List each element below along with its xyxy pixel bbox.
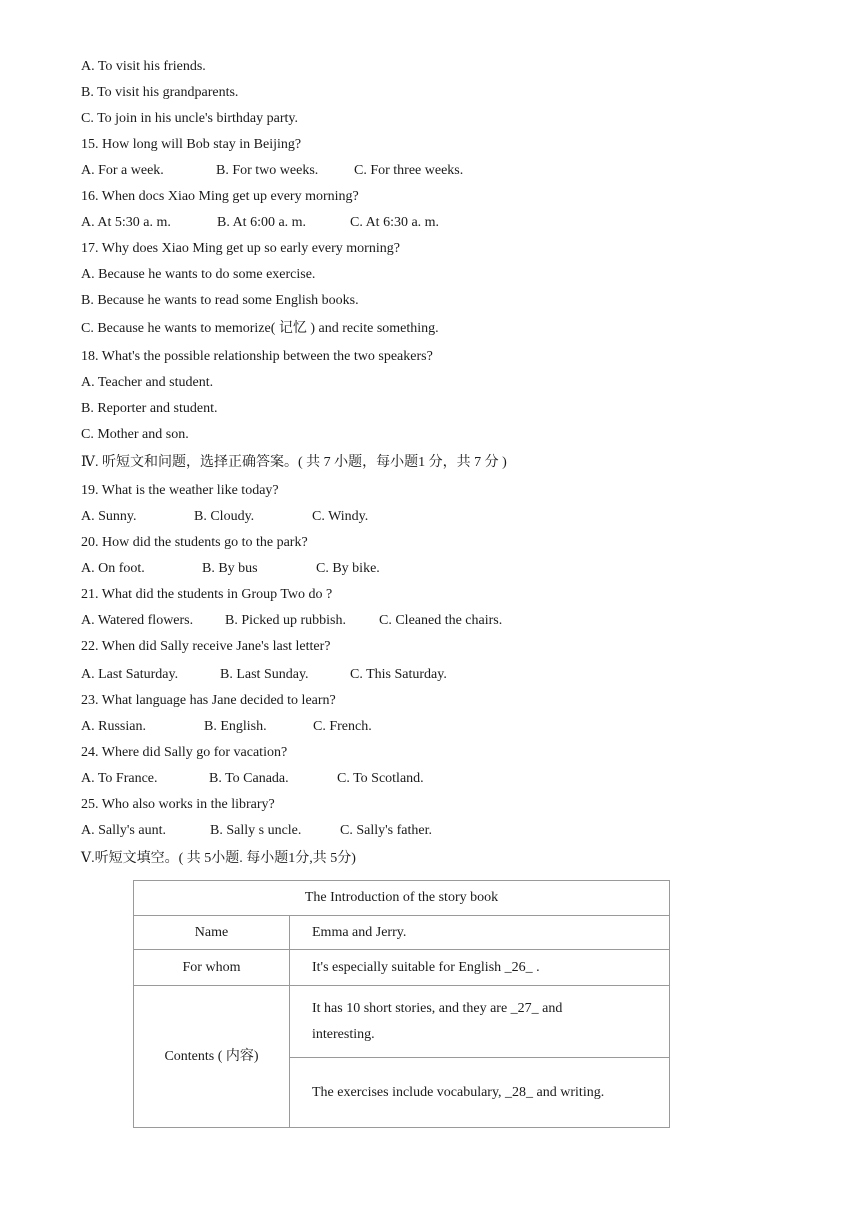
option-c: C. Sally's father.: [340, 823, 432, 838]
question-16: 16. When docs Xiao Ming get up every morning?: [81, 189, 359, 204]
option-a: A. For a week.: [81, 163, 164, 178]
option-c: C. French.: [313, 719, 372, 734]
question-21: 21. What did the students in Group Two do ?: [81, 587, 333, 602]
option-line: C. Mother and son.: [81, 427, 189, 442]
table-caption-row: [134, 881, 670, 916]
option-c: C. Windy.: [312, 509, 369, 524]
option-c: C. At 6:30 a. m.: [350, 215, 440, 230]
option-a: A. To France.: [81, 771, 158, 786]
option-c: C. This Saturday.: [350, 667, 447, 682]
row-header: Name: [134, 916, 290, 950]
options-row: [81, 822, 432, 840]
options-row: [81, 612, 502, 630]
option-line: A. To visit his friends.: [81, 59, 206, 74]
row-value: It's especially suitable for English _26_ .: [290, 950, 670, 986]
table-row: [134, 950, 670, 986]
option-c: C. To Scotland.: [337, 771, 424, 786]
row-header: For whom: [134, 950, 290, 986]
table-row: [134, 916, 670, 950]
option-line: B. Because he wants to read some English books.: [81, 293, 359, 308]
options-row: [81, 718, 372, 736]
question-15: 15. How long will Bob stay in Beijing?: [81, 137, 302, 152]
option-a: A. On foot.: [81, 561, 145, 576]
question-23: 23. What language has Jane decided to learn?: [81, 693, 336, 708]
option-c: C. Cleaned the chairs.: [379, 613, 503, 628]
question-19: 19. What is the weather like today?: [81, 483, 279, 498]
options-row: [81, 162, 463, 180]
option-line: A. Teacher and student.: [81, 375, 214, 390]
question-22: 22. When did Sally receive Jane's last letter?: [81, 639, 331, 654]
option-line: C. To join in his uncle's birthday party.: [81, 111, 298, 126]
options-row: [81, 214, 439, 232]
question-20: 20. How did the students go to the park?: [81, 535, 308, 550]
option-line: B. To visit his grandparents.: [81, 85, 239, 100]
option-a: A. Sunny.: [81, 509, 137, 524]
row-value: The exercises include vocabulary, _28_ and writing.: [290, 1058, 670, 1128]
option-line: A. Because he wants to do some exercise.: [81, 267, 316, 282]
options-row: [81, 560, 380, 578]
story-book-table: [133, 880, 670, 1128]
options-row: [81, 770, 424, 788]
option-b: B. By bus: [202, 561, 258, 576]
option-b: B. For two weeks.: [216, 163, 319, 178]
option-b: B. Picked up rubbish.: [225, 613, 346, 628]
table-caption: The Introduction of the story book: [134, 881, 670, 916]
option-b: B. Cloudy.: [194, 509, 255, 524]
row-header: Contents ( 内容): [134, 986, 290, 1128]
question-17: 17. Why does Xiao Ming get up so early every morning?: [81, 241, 400, 256]
question-18: 18. What's the possible relationship between the two speakers?: [81, 349, 433, 364]
section-heading-5: Ⅴ.听短文填空。( 共 5小题. 每小题1分,共 5分): [81, 851, 356, 866]
option-line: C. Because he wants to memorize( 记忆 ) and recite something.: [81, 321, 439, 336]
question-25: 25. Who also works in the library?: [81, 797, 275, 812]
option-c: C. For three weeks.: [354, 163, 464, 178]
option-b: B. To Canada.: [209, 771, 289, 786]
option-line: B. Reporter and student.: [81, 401, 218, 416]
section-heading-4: Ⅳ. 听短文和问题，选择正确答案。( 共 7 小题，每小题1 分，共 7 分 ): [81, 455, 507, 470]
option-a: A. At 5:30 a. m.: [81, 215, 171, 230]
option-a: A. Last Saturday.: [81, 667, 179, 682]
options-row: [81, 666, 447, 684]
option-c: C. By bike.: [316, 561, 380, 576]
question-24: 24. Where did Sally go for vacation?: [81, 745, 288, 760]
option-b: B. At 6:00 a. m.: [217, 215, 307, 230]
row-value: Emma and Jerry.: [290, 916, 670, 950]
options-row: [81, 508, 368, 526]
option-a: A. Watered flowers.: [81, 613, 194, 628]
table-row: [134, 986, 670, 1058]
option-b: B. Sally s uncle.: [210, 823, 302, 838]
row-value: It has 10 short stories, and they are _27_ and interesting.: [290, 986, 670, 1058]
option-b: B. English.: [204, 719, 267, 734]
option-b: B. Last Sunday.: [220, 667, 309, 682]
option-a: A. Russian.: [81, 719, 146, 734]
option-a: A. Sally's aunt.: [81, 823, 166, 838]
